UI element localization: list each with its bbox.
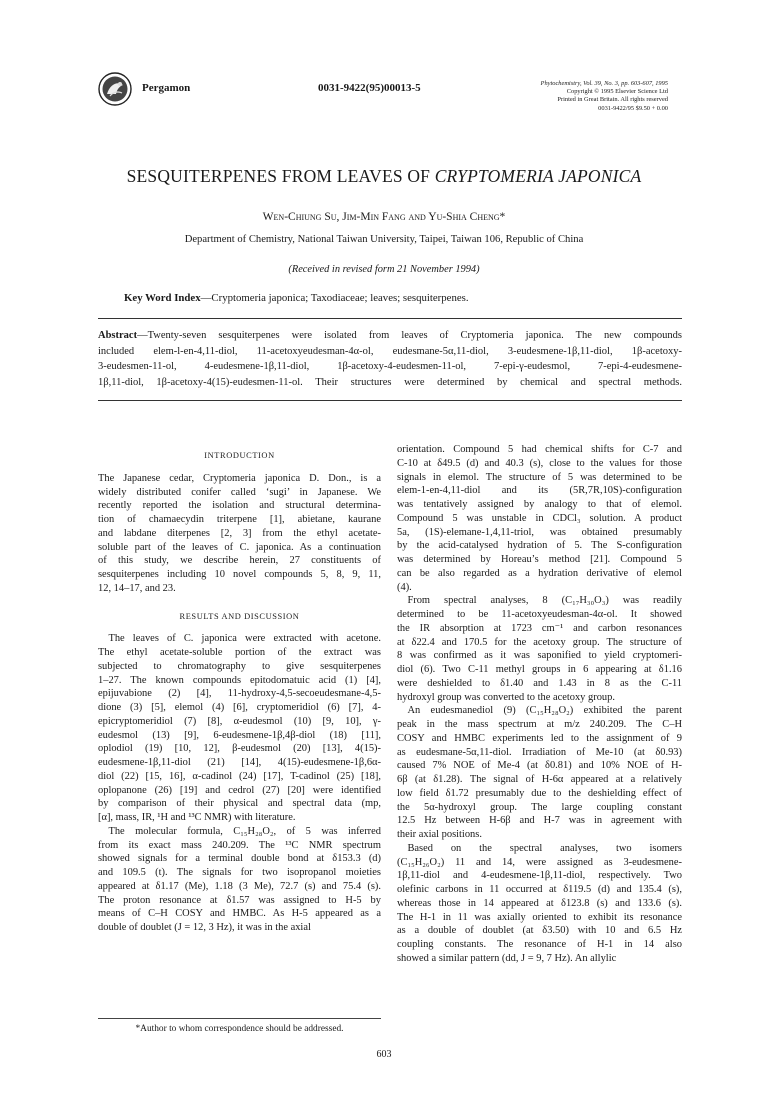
- pergamon-logo-icon: [98, 72, 132, 106]
- text-line: (4).: [397, 581, 412, 593]
- affiliation: Department of Chemistry, National Taiwan University, Taipei, Taiwan 106, Republic of China: [184, 234, 584, 245]
- text-line: subjected to chromatography to give sesquiterpenes: [98, 660, 381, 672]
- text-line: orientation. Compound 5 had chemical shifts for C-7 and: [397, 444, 682, 455]
- copyright-line: Copyright © 1995 Elsevier Science Ltd: [566, 88, 668, 96]
- text-line: double of doublet (J = 12, 3 Hz), it was in the axial: [98, 922, 311, 933]
- text-line: and 109.5 (t). The signals for two isopropanol moieties: [98, 867, 381, 878]
- text-line: The ethyl acetate-soluble portion of the extract was: [98, 647, 381, 658]
- title-species: CRYPTOMERIA JAPONICA: [434, 166, 642, 186]
- text-line: The leaves of C. japonica were extracted with acetone.: [98, 633, 381, 645]
- text-line: showed a similar pattern (dd, J = 9, 7 Hz). An allylic: [397, 952, 617, 964]
- publisher-name: Pergamon: [142, 82, 191, 94]
- abstract-line-text: —Twenty-seven sesquiterpenes were isolated from leaves of Cryptomeria japonica. The new compounds: [137, 330, 682, 341]
- text-line: eudesmol (13) [9], 6-eudesmene-1β,4β-diol (18) [11],: [98, 729, 381, 741]
- text-line: whereas those in 14 appeared at δ123.8 (s) and 133.6 (s).: [397, 897, 682, 909]
- text-line: were deshielded to δ1.40 and 1.43 in 8 as the C-11: [397, 677, 682, 689]
- keywords-label: Key Word Index: [124, 292, 201, 304]
- text-line: diol (22) [15, 16], α-cadinol (24) [17], T-cadinol (25) [18],: [98, 770, 381, 782]
- keywords-text: —Cryptomeria japonica; Taxodiaceae; leaves; sesquiterpenes.: [200, 292, 469, 304]
- text-line: as a double of doublet (at δ3.50) with 10 and 6.5 Hz: [397, 925, 682, 937]
- text-line: their axial positions.: [397, 829, 482, 840]
- text-line: 6β (at δ1.28). The signal of H-6α appeared at a relatively: [397, 774, 682, 785]
- text-line: epijuvabione (2) [4], 11-hydroxy-4,5-secoeudesmane-4,5-: [98, 688, 381, 700]
- intro-paragraph: [98, 472, 381, 596]
- text-line: was tentatively assigned by analogy to that of elemol.: [397, 499, 682, 510]
- journal-citation: Phytochemistry, Vol. 39, No. 3, pp. 603-607, 1995: [540, 80, 668, 87]
- text-line: 12.5 Hz between H-6β and H-7 was in agreement with: [397, 815, 682, 827]
- abstract-line: 1β,11-diol, 1β-acetoxy-4(15)-eudesmen-11-ol. Their structures were determined by chemical and spectral methods.: [98, 376, 682, 388]
- right-column: [397, 443, 682, 966]
- doi: 0031-9422(95)00013-5: [318, 82, 421, 94]
- journal-info: [438, 80, 668, 113]
- text-line: from its exact mass 240.209. The ¹³C NMR spectrum: [98, 839, 381, 851]
- text-line: The molecular formula, C₁₅H₂₈O₂, of 5 was inferred: [98, 825, 381, 837]
- text-line: soluble part of the leaves of C. japonica. As a continuation: [98, 541, 381, 553]
- text-line: [α], mass, IR, ¹H and ¹³C NMR) with literature.: [98, 812, 296, 823]
- text-line: elem-1-en-4,11-diol and its (5R,7R,10S)-configuration: [397, 485, 682, 497]
- text-line: epicryptomeridiol (7) [8], α-eudesmol (10) [9, 10], γ-: [98, 715, 381, 727]
- text-line: low field δ1.72 presumably due to the deshielding effect of: [397, 787, 682, 799]
- text-line: hydroxyl group was converted to the acetoxy group.: [397, 691, 615, 703]
- intro-heading: INTRODUCTION: [204, 451, 275, 460]
- text-line: 1–27. The known compounds epitodomatuic acid (1) [4],: [98, 674, 381, 686]
- authors: Wen-Chiung Su, Jim-Min Fang and Yu-Shia Cheng*: [262, 211, 506, 223]
- received-date: (Received in revised form 21 November 1994): [288, 264, 480, 275]
- text-line: and labdane diterpenes [2, 3] from the ethyl acetate-: [98, 527, 381, 539]
- printed-line: Printed in Great Britain. All rights reserved: [557, 96, 668, 104]
- text-line: 8 was confirmed as it was saponified to yield cryptomeri-: [397, 650, 682, 662]
- text-line: showed signals for a terminal double bond at δ153.3 (d): [98, 853, 381, 865]
- price-line: 0031-9422/95 $9.50 + 0.00: [598, 104, 668, 112]
- text-line: the IR absorption at 1723 cm⁻¹ and carbon resonances: [397, 622, 682, 634]
- text-line: peak in the mass spectrum at m/z 240.209. The C–H: [397, 719, 682, 730]
- text-line: can be also regarded as a hydration derivative of elemol: [397, 567, 682, 579]
- text-line: 5a, (1S)-elemane-1,4,11-triol, was obtained presumably: [397, 526, 682, 538]
- abstract-top-rule: [98, 318, 682, 319]
- abstract-line: included elem-l-en-4,11-diol, 11-acetoxyeudesman-4α-ol, eudesmane-5α,11-diol, 3-eudesmene-1β,11-diol, 1β-acetoxy-: [98, 345, 682, 357]
- text-line: as eudesmane-5α,11-diol. Irradiation of Me-10 (at δ0.93): [397, 746, 682, 758]
- title-text: SESQUITERPENES FROM LEAVES OF: [126, 166, 435, 186]
- text-line: sesquiterpenes including 10 novel compounds 5, 8, 9, 11,: [98, 569, 381, 580]
- text-line: Based on the spectral analyses, two isomers: [397, 842, 682, 854]
- text-line: oplopanone (26) [19] and cedrol (27) [20] were identified: [98, 784, 381, 796]
- text-line: of this study, we describe herein, 27 constituents of: [98, 555, 381, 567]
- text-line: the 5α-hydroxyl group. The large coupling constant: [397, 801, 682, 813]
- abstract-line: 3-eudesmen-11-ol, 4-eudesmene-1β,11-diol, 1β-acetoxy-4-eudesmen-11-ol, 7-epi-γ-eudesmol, 7-epi-4-eudesmene-: [98, 361, 682, 372]
- results-paragraph: [98, 632, 381, 935]
- text-line: oplodiol (19) [10, 12], β-eudesmol (20) [13], 4(15)-: [98, 743, 381, 755]
- text-line: caused 7% NOE of Me-4 (at δ0.81) and 10% NOE of H-: [397, 760, 682, 772]
- page-number: 603: [376, 1049, 392, 1060]
- text-line: appeared at δ1.17 (Me), 1.18 (3 Me), 72.7 (s) and 75.4 (s).: [98, 880, 381, 892]
- text-line: 12, 14–17, and 23.: [98, 582, 176, 594]
- text-line: at δ22.4 and 170.5 for the acetoxy group. The structure of: [397, 636, 682, 648]
- text-line: An eudesmanediol (9) (C₁₅H₂₈O₂) exhibited the parent: [397, 705, 682, 717]
- abstract: [98, 328, 682, 390]
- text-line: The H-1 in 11 was axially oriented to exhibit its resonance: [397, 911, 682, 923]
- text-line: 1β,11-diol and 4-eudesmene-1β,11-diol, respectively. Two: [397, 870, 682, 882]
- text-line: COSY and HMBC experiments led to the assignment of 9: [397, 732, 682, 744]
- abstract-bottom-rule: [98, 400, 682, 401]
- text-line: widely distributed conifer called ‘sugi’ in Japanese. We: [98, 486, 381, 498]
- text-line: Compound 5 was unstable in CDCl₃ solution. A product: [397, 512, 682, 524]
- text-line: was determined by Horeau’s method [21]. Compound 5: [397, 554, 682, 565]
- text-line: tion of chamaecydin triterpene [1], abietane, kaurane: [98, 514, 381, 525]
- text-line: C-10 at δ49.5 (d) and 40.3 (s), close to the values for those: [397, 457, 682, 469]
- text-line: recently reported the isolation and structural determina-: [98, 500, 381, 512]
- text-line: eudesmene-1β,11-diol (21) [14], 4(15)-eudesmene-1β,6α-: [98, 757, 381, 768]
- text-line: dione (3) [5], elemol (4) [6], cryptomeridiol (6) [7], 4-: [98, 702, 381, 713]
- text-line: by comparison of their physical and spectral data (mp,: [98, 798, 381, 810]
- article-title: [0, 166, 768, 187]
- text-line: From spectral analyses, 8 (C₁₇H₃₀O₃) was readily: [397, 595, 682, 607]
- text-line: The proton resonance at δ1.57 was assigned to H-5 by: [98, 894, 381, 906]
- right-column-text: [397, 443, 682, 966]
- text-line: by the acid-catalysed hydration of 5. The S-configuration: [397, 540, 682, 552]
- footnote-rule: [98, 1018, 381, 1019]
- abstract-label: Abstract: [98, 330, 138, 341]
- keywords: [124, 292, 684, 304]
- text-line: diol (6). Two C-11 methyl groups in 6 appearing at δ1.16: [397, 664, 682, 675]
- left-column: [98, 449, 381, 935]
- text-line: coupling constants. The resonance of H-1 in 14 also: [397, 939, 682, 950]
- text-line: determined to be 11-acetoxyeudesman-4α-ol. It showed: [397, 609, 682, 620]
- text-line: means of C–H COSY and HMBC. As H-5 appeared as a: [98, 908, 381, 920]
- footnote: *Author to whom correspondence should be addressed.: [135, 1024, 344, 1034]
- results-heading: RESULTS AND DISCUSSION: [179, 611, 300, 621]
- text-line: signals in elemol. The structure of 5 was determined to be: [397, 471, 682, 483]
- text-line: olefinic carbons in 11 occurred at δ119.5 (d) and 135.4 (s),: [397, 884, 682, 895]
- abstract-line: [98, 328, 682, 344]
- text-line: (C₁₅H₂₆O₂) 11 and 14, were assigned as 3-eudesmene-: [397, 856, 682, 868]
- text-line: The Japanese cedar, Cryptomeria japonica D. Don., is a: [98, 472, 381, 484]
